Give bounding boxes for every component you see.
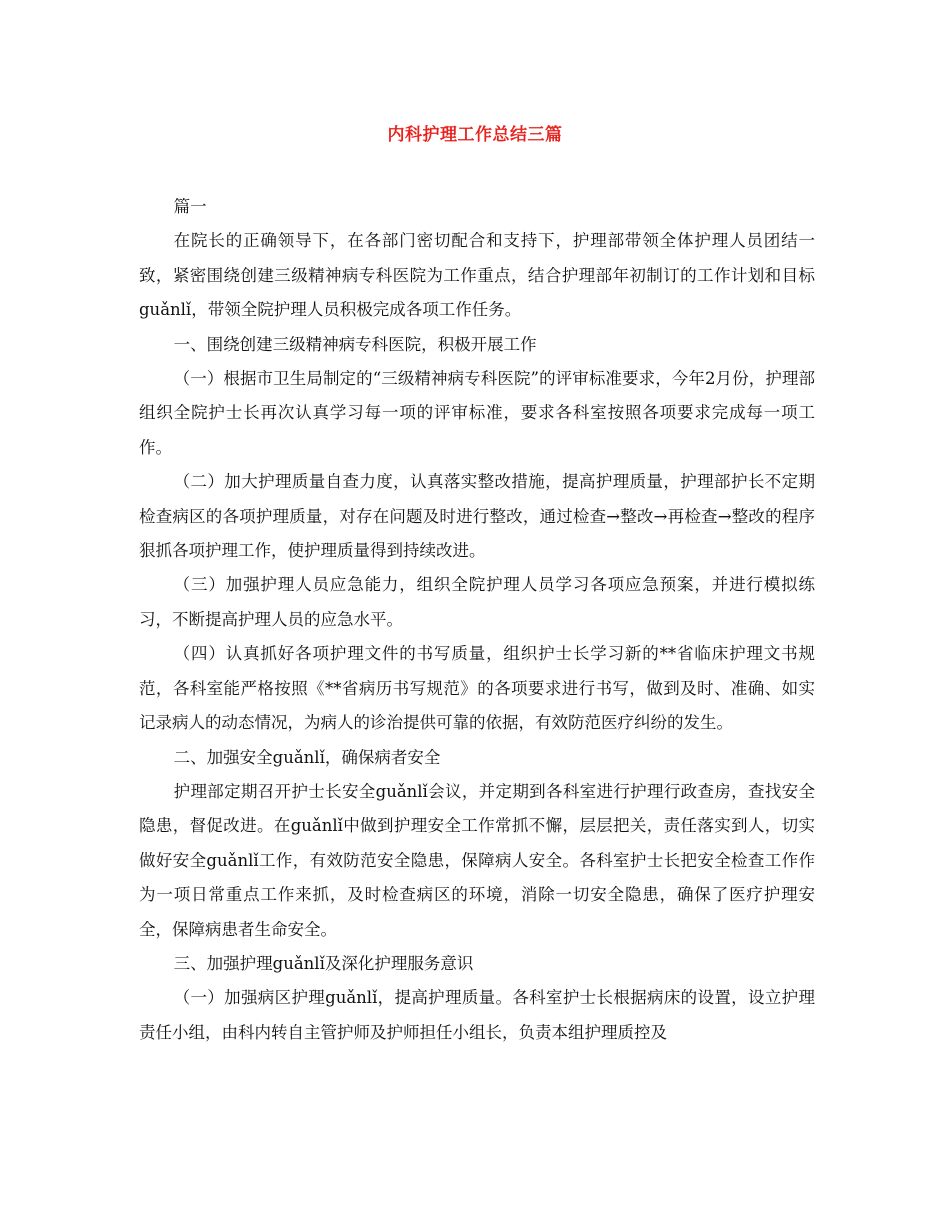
paragraph-1-2: （二）加大护理质量自查力度，认真落实整改措施，提高护理质量，护理部护长不定期检查病区的各项护理质量，对存在问题及时进行整改，通过检查→整改→再检查→整改的程序狠抓各项护理工作，使护理质量得到持续改进。 xyxy=(139,472,815,561)
paragraph-intro: 在院长的正确领导下，在各部门密切配合和支持下，护理部带领全体护理人员团结一致，紧密围绕创建三级精神病专科医院为工作重点，结合护理部年初制订的工作计划和目标guǎnlǐ，带领全院护理人员积极完成各项工作任务。 xyxy=(139,231,815,320)
document-title: 内科护理工作总结三篇 xyxy=(387,125,563,145)
section-heading-1: 一、围绕创建三级精神病专科医院，积极开展工作 xyxy=(173,334,537,354)
paragraph-3-1: （一）加强病区护理guǎnlǐ，提高护理质量。各科室护士长根据病床的设置，设立护理责任小组，由科内转自主管护师及护师担任小组长，负责本组护理质控及 xyxy=(139,988,815,1042)
section-heading-2: 二、加强安全guǎnlǐ，确保病者安全 xyxy=(173,747,441,767)
section-heading-part-one: 篇一 xyxy=(173,197,207,216)
paragraph-1-4: （四）认真抓好各项护理文件的书写质量，组织护士长学习新的**省临床护理文书规范，各科室能严格按照《**省病历书写规范》的各项要求进行书写，做到及时、准确、如实记录病人的动态情况，为病人的诊治提供可靠的依据，有效防范医疗纠纷的发生。 xyxy=(139,644,815,733)
section-heading-3: 三、加强护理guǎnlǐ及深化护理服务意识 xyxy=(173,953,474,973)
document-body xyxy=(139,190,815,1050)
paragraph-1-3: （三）加强护理人员应急能力，组织全院护理人员学习各项应急预案，并进行模拟练习，不断提高护理人员的应急水平。 xyxy=(139,575,815,629)
paragraph-2: 护理部定期召开护士长安全guǎnlǐ会议，并定期到各科室进行护理行政查房，查找安全隐患，督促改进。在guǎnlǐ中做到护理安全工作常抓不懈，层层把关，责任落实到人，切实做好安全guǎnlǐ工作，有效防范安全隐患，保障病人安全。各科室护士长把安全检查工作作为一项日常重点工作来抓，及时检查病区的环境，消除一切安全隐患，确保了医疗护理安全，保障病患者生命安全。 xyxy=(139,781,815,939)
paragraph-1-1: （一）根据市卫生局制定的“三级精神病专科医院”的评审标准要求，今年2月份，护理部组织全院护士长再次认真学习每一项的评审标准，要求各科室按照各项要求完成每一项工作。 xyxy=(139,369,815,457)
